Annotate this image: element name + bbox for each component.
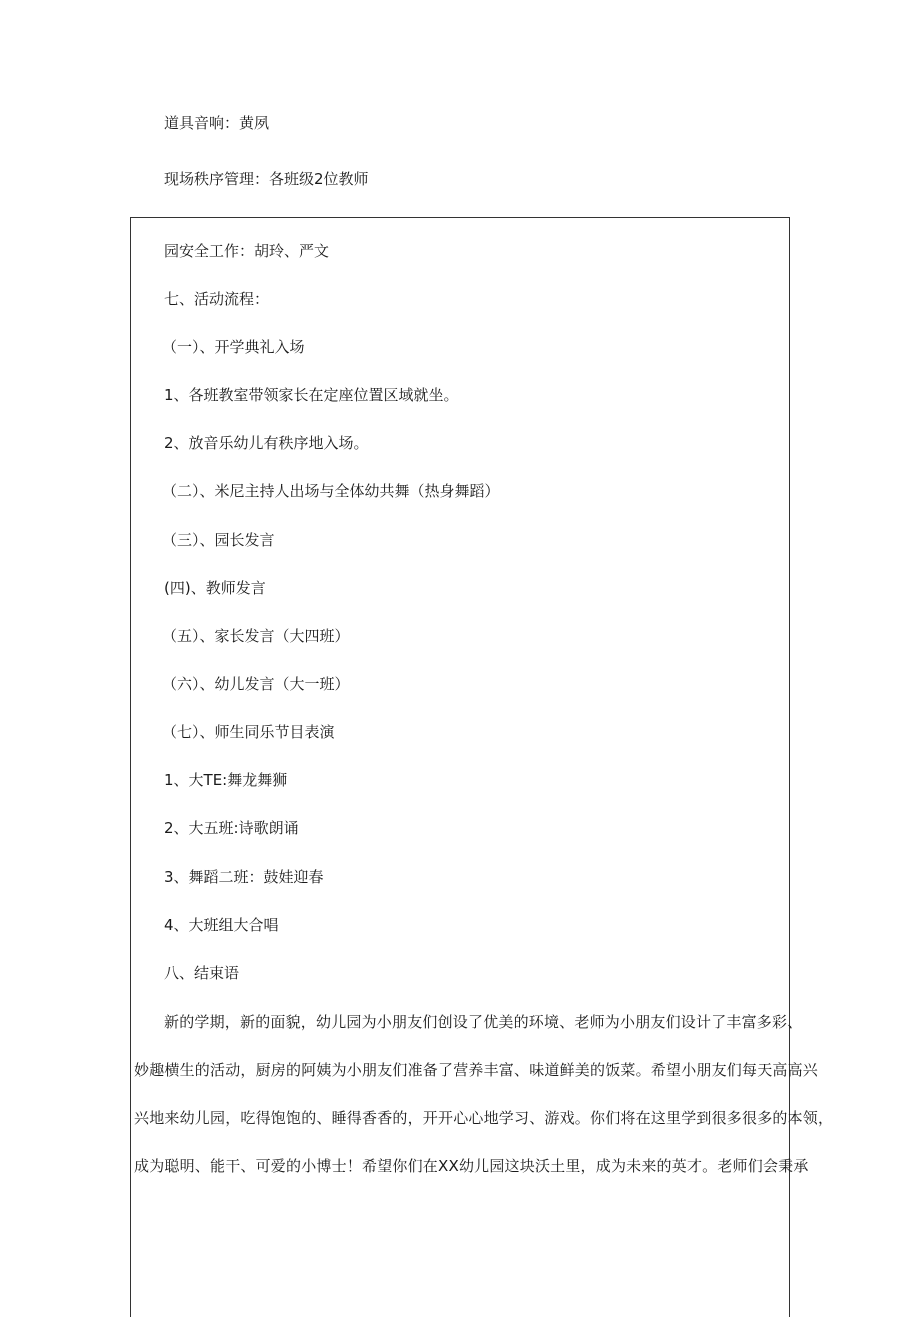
- flow-item-2: （二）、米尼主持人出场与全体幼共舞（热身舞蹈）: [162, 482, 500, 500]
- flow-item-3: （三）、园长发言: [162, 531, 275, 549]
- order-management-line: 现场秩序管理：各班级2位教师: [164, 170, 369, 188]
- performance-3: 3、舞蹈二班：鼓娃迎春: [164, 868, 324, 886]
- section-closing: 八、结束语: [164, 964, 240, 982]
- closing-paragraph-line-4: 成为聪明、能干、可爱的小博士！希望你们在XX幼儿园这块沃土里，成为未来的英才。老师们会秉承: [134, 1157, 809, 1175]
- flow-subitem-1-1: 1、各班教室带领家长在定座位置区域就坐。: [164, 386, 459, 404]
- closing-paragraph-line-3: 兴地来幼儿园，吃得饱饱的、睡得香香的，开开心心地学习、游戏。你们将在这里学到很多很多的本领，: [134, 1109, 834, 1127]
- props-audio-line: 道具音响：黄夙: [164, 114, 270, 132]
- section-activity-flow: 七、活动流程：: [164, 290, 270, 308]
- performance-2: 2、大五班:诗歌朗诵: [164, 819, 299, 837]
- closing-paragraph-line-1: 新的学期，新的面貌，幼儿园为小朋友们创设了优美的环境、老师为小朋友们设计了丰富多彩、: [164, 1013, 803, 1031]
- flow-item-6: （六）、幼儿发言（大一班）: [162, 675, 350, 693]
- closing-paragraph-line-2: 妙趣横生的活动，厨房的阿姨为小朋友们准备了营养丰富、味道鲜美的饭菜。希望小朋友们每天高高兴: [134, 1061, 819, 1079]
- safety-work-line: 园安全工作：胡玲、严文: [164, 242, 330, 260]
- performance-4: 4、大班组大合唱: [164, 916, 279, 934]
- content-box: [130, 217, 834, 1317]
- performance-1: 1、大TE:舞龙舞狮: [164, 771, 288, 789]
- flow-item-4: (四)、教师发言: [164, 579, 266, 597]
- flow-subitem-1-2: 2、放音乐幼儿有秩序地入场。: [164, 434, 369, 452]
- flow-item-1: （一）、开学典礼入场: [162, 338, 305, 356]
- flow-item-5: （五）、家长发言（大四班）: [162, 627, 350, 645]
- flow-item-7: （七）、师生同乐节目表演: [162, 723, 335, 741]
